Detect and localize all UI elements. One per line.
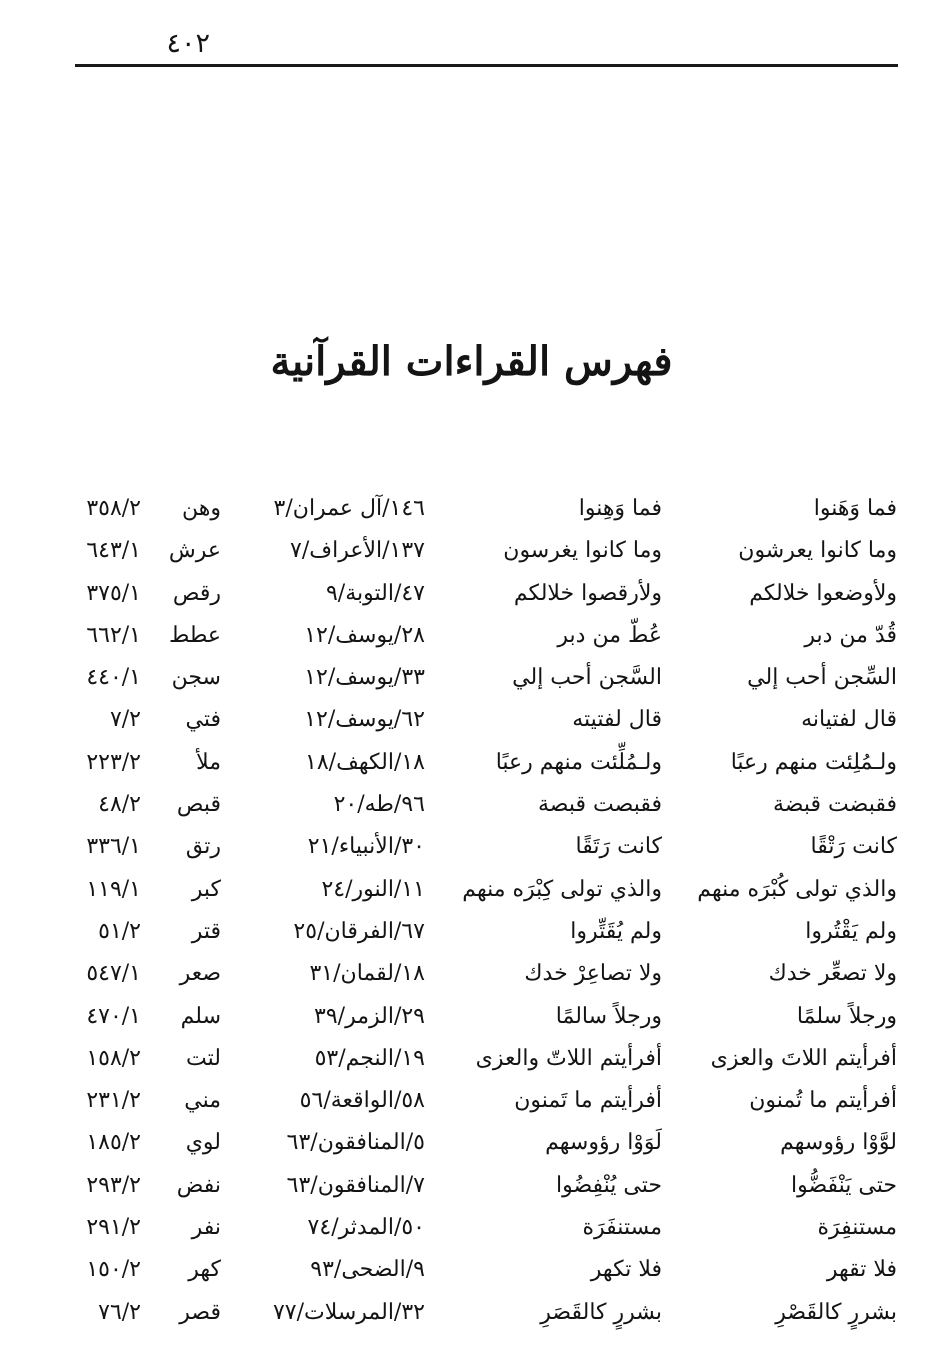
root-cell: فتي <box>185 707 221 733</box>
variant-cell: فقبصت قبصة <box>538 792 662 818</box>
reference-cell: ١١/النور/٢٤ <box>321 876 425 902</box>
page-ref-cell: ٣٣٦/١ <box>86 834 141 860</box>
root-cell: عطط <box>168 622 221 648</box>
page-ref-cell: ٢٩٣/٢ <box>86 1172 141 1198</box>
variant-cell: ولأرقصوا خلالكم <box>513 580 662 606</box>
reference-cell: ٧/المنافقون/٦٣ <box>286 1172 425 1198</box>
variant-cell: لَوَوْا رؤوسهم <box>545 1130 662 1156</box>
reference-cell: ٩/الضحى/٩٣ <box>310 1257 425 1283</box>
page-ref-cell: ١٥٠/٢ <box>86 1257 141 1283</box>
table-row <box>0 573 943 615</box>
reference-cell: ٤٧/التوبة/٩ <box>325 580 425 606</box>
root-cell: قبص <box>176 792 221 818</box>
root-cell: صعر <box>179 961 221 987</box>
table-row <box>0 1165 943 1207</box>
variant-cell: السَّجن أحب إلي <box>512 665 662 691</box>
page-ref-cell: ٣٥٨/٢ <box>86 496 141 521</box>
variant-cell: والذي تولى كِبْرَه منهم <box>462 876 662 902</box>
root-cell: سلم <box>180 1003 221 1029</box>
page-ref-cell: ٥١/٢ <box>98 918 141 944</box>
table-row <box>0 699 943 741</box>
table-row <box>0 953 943 995</box>
page-ref-cell: ٤٧٠/١ <box>86 1003 141 1029</box>
readings-index-table <box>0 488 943 1334</box>
variant-cell: فلا تكهر <box>590 1257 662 1283</box>
variant-cell: ولـمُلِّئت منهم رعبًا <box>495 749 662 775</box>
variant-cell: حتى يُنْفِضُوا <box>555 1172 662 1198</box>
page-ref-cell: ٤٨/٢ <box>98 792 141 818</box>
reference-cell: ٦٧/الفرقان/٢٥ <box>293 918 425 944</box>
root-cell: رتق <box>185 834 221 860</box>
reading-cell: لوَّوْا رؤوسهم <box>780 1130 897 1156</box>
reference-cell: ٥٨/الواقعة/٥٦ <box>299 1088 425 1114</box>
root-cell: قتر <box>191 918 221 944</box>
reading-cell: أفرأيتم اللاتَ والعزى <box>710 1045 897 1071</box>
page-ref-cell: ٣٧٥/١ <box>86 580 141 606</box>
variant-cell: عُطّ من دبر <box>557 622 662 648</box>
page-ref-cell: ٤٤٠/١ <box>86 665 141 691</box>
reference-cell: ٢٩/الزمر/٣٩ <box>314 1003 425 1029</box>
reading-cell: فلا تقهر <box>826 1257 897 1283</box>
reference-cell: ٢٨/يوسف/١٢ <box>304 622 425 648</box>
table-row <box>0 657 943 699</box>
reading-cell: ولم يَقْتُروا <box>805 918 897 944</box>
page-ref-cell: ٢٩١/٢ <box>86 1215 141 1241</box>
page-ref-cell: ١١٩/١ <box>86 876 141 902</box>
reading-cell: ورجلاً سلمًا <box>796 1003 897 1029</box>
table-row <box>0 1207 943 1249</box>
reference-cell: ١٣٧/الأعراف/٧ <box>290 538 425 564</box>
reference-cell: ٣٠/الأنبياء/٢١ <box>307 834 425 860</box>
root-cell: ملأ <box>196 749 221 775</box>
reading-cell: أفرأيتم ما تُمنون <box>749 1088 897 1114</box>
reference-cell: ٥/المنافقون/٦٣ <box>286 1130 425 1156</box>
root-cell: سجن <box>171 665 221 691</box>
variant-cell: ولم يُقَتِّروا <box>570 918 662 944</box>
root-cell: نفر <box>191 1215 221 1241</box>
variant-cell: مستنفَرَة <box>582 1215 662 1241</box>
root-cell: كبر <box>191 876 221 902</box>
reading-cell: ولـمُلِئت منهم رعبًا <box>730 749 897 775</box>
reading-cell: ولأوضعوا خلالكم <box>749 580 897 606</box>
reference-cell: ٣٢/المرسلات/٧٧ <box>272 1299 425 1325</box>
table-row <box>0 784 943 826</box>
page-ref-cell: ١٨٥/٢ <box>86 1130 141 1156</box>
reading-cell: مستنفِرَة <box>817 1215 897 1241</box>
reading-cell: كانت رَتْقًا <box>810 834 897 860</box>
root-cell: كهر <box>188 1257 221 1283</box>
table-row <box>0 1249 943 1291</box>
page-ref-cell: ٦٤٣/١ <box>86 538 141 564</box>
root-cell: رقص <box>172 580 221 606</box>
table-row <box>0 996 943 1038</box>
variant-cell: ولا تصاعِرْ خدك <box>524 961 662 987</box>
reference-cell: ١٩/النجم/٥٣ <box>314 1045 425 1071</box>
page-ref-cell: ٢٢٣/٢ <box>86 749 141 775</box>
variant-cell: أفرأيتم ما تَمنون <box>514 1088 662 1114</box>
reading-cell: والذي تولى كُبْرَه منهم <box>697 876 897 902</box>
page-ref-cell: ٥٤٧/١ <box>86 961 141 987</box>
reading-cell: قال لفتيانه <box>801 707 897 733</box>
reference-cell: ١٨/الكهف/١٨ <box>305 749 425 775</box>
root-cell: مني <box>184 1088 221 1114</box>
table-row <box>0 1292 943 1334</box>
table-row <box>0 869 943 911</box>
reading-cell: فما وَهَنوا <box>813 496 897 521</box>
reference-cell: ١٤٦/آل عمران/٣ <box>273 496 425 521</box>
reference-cell: ٥٠/المدثر/٧٤ <box>307 1215 425 1241</box>
variant-cell: ورجلاً سالمًا <box>555 1003 662 1029</box>
variant-cell: وما كانوا يغرسون <box>503 538 662 564</box>
page-ref-cell: ٢٣١/٢ <box>86 1088 141 1114</box>
table-row <box>0 911 943 953</box>
reference-cell: ٣٣/يوسف/١٢ <box>304 665 425 691</box>
reference-cell: ٦٢/يوسف/١٢ <box>304 707 425 733</box>
table-row <box>0 826 943 868</box>
variant-cell: فما وَهِنوا <box>578 496 662 521</box>
reading-cell: ولا تصعِّر خدك <box>768 961 897 987</box>
table-row <box>0 1080 943 1122</box>
variant-cell: كانت رَتَقًا <box>575 834 662 860</box>
page-title: فهرس القراءات القرآنية <box>270 338 673 385</box>
table-row <box>0 1038 943 1080</box>
root-cell: لوي <box>185 1130 221 1156</box>
table-row <box>0 742 943 784</box>
table-row <box>0 530 943 572</box>
reading-cell: بشررٍ كالقَصْرِ <box>775 1299 897 1325</box>
page-number: ٤٠٢ <box>166 28 210 59</box>
root-cell: قصر <box>179 1299 221 1325</box>
root-cell: وهن <box>182 496 221 521</box>
reading-cell: قُدّ من دبر <box>804 622 897 648</box>
table-row <box>0 615 943 657</box>
variant-cell: قال لفتيته <box>572 707 662 733</box>
variant-cell: أفرأيتم اللاتّ والعزى <box>475 1045 662 1071</box>
page-ref-cell: ٧٦/٢ <box>98 1299 141 1325</box>
reference-cell: ٩٦/طه/٢٠ <box>333 792 425 818</box>
table-row <box>0 1122 943 1164</box>
reading-cell: حتى يَنْفَضُّوا <box>790 1172 897 1198</box>
root-cell: نفض <box>176 1172 221 1198</box>
root-cell: لتت <box>186 1045 221 1071</box>
reading-cell: السِّجن أحب إلي <box>747 665 897 691</box>
page-ref-cell: ٦٦٢/١ <box>86 622 141 648</box>
variant-cell: بشررٍ كالقَصَرِ <box>540 1299 662 1325</box>
reference-cell: ١٨/لقمان/٣١ <box>309 961 425 987</box>
page-ref-cell: ٧/٢ <box>109 707 141 733</box>
page-ref-cell: ١٥٨/٢ <box>86 1045 141 1071</box>
reading-cell: فقبضت قبضة <box>773 792 897 818</box>
table-row <box>0 488 943 530</box>
reading-cell: وما كانوا يعرشون <box>738 538 897 564</box>
header-rule <box>75 64 898 67</box>
root-cell: عرش <box>168 538 221 564</box>
